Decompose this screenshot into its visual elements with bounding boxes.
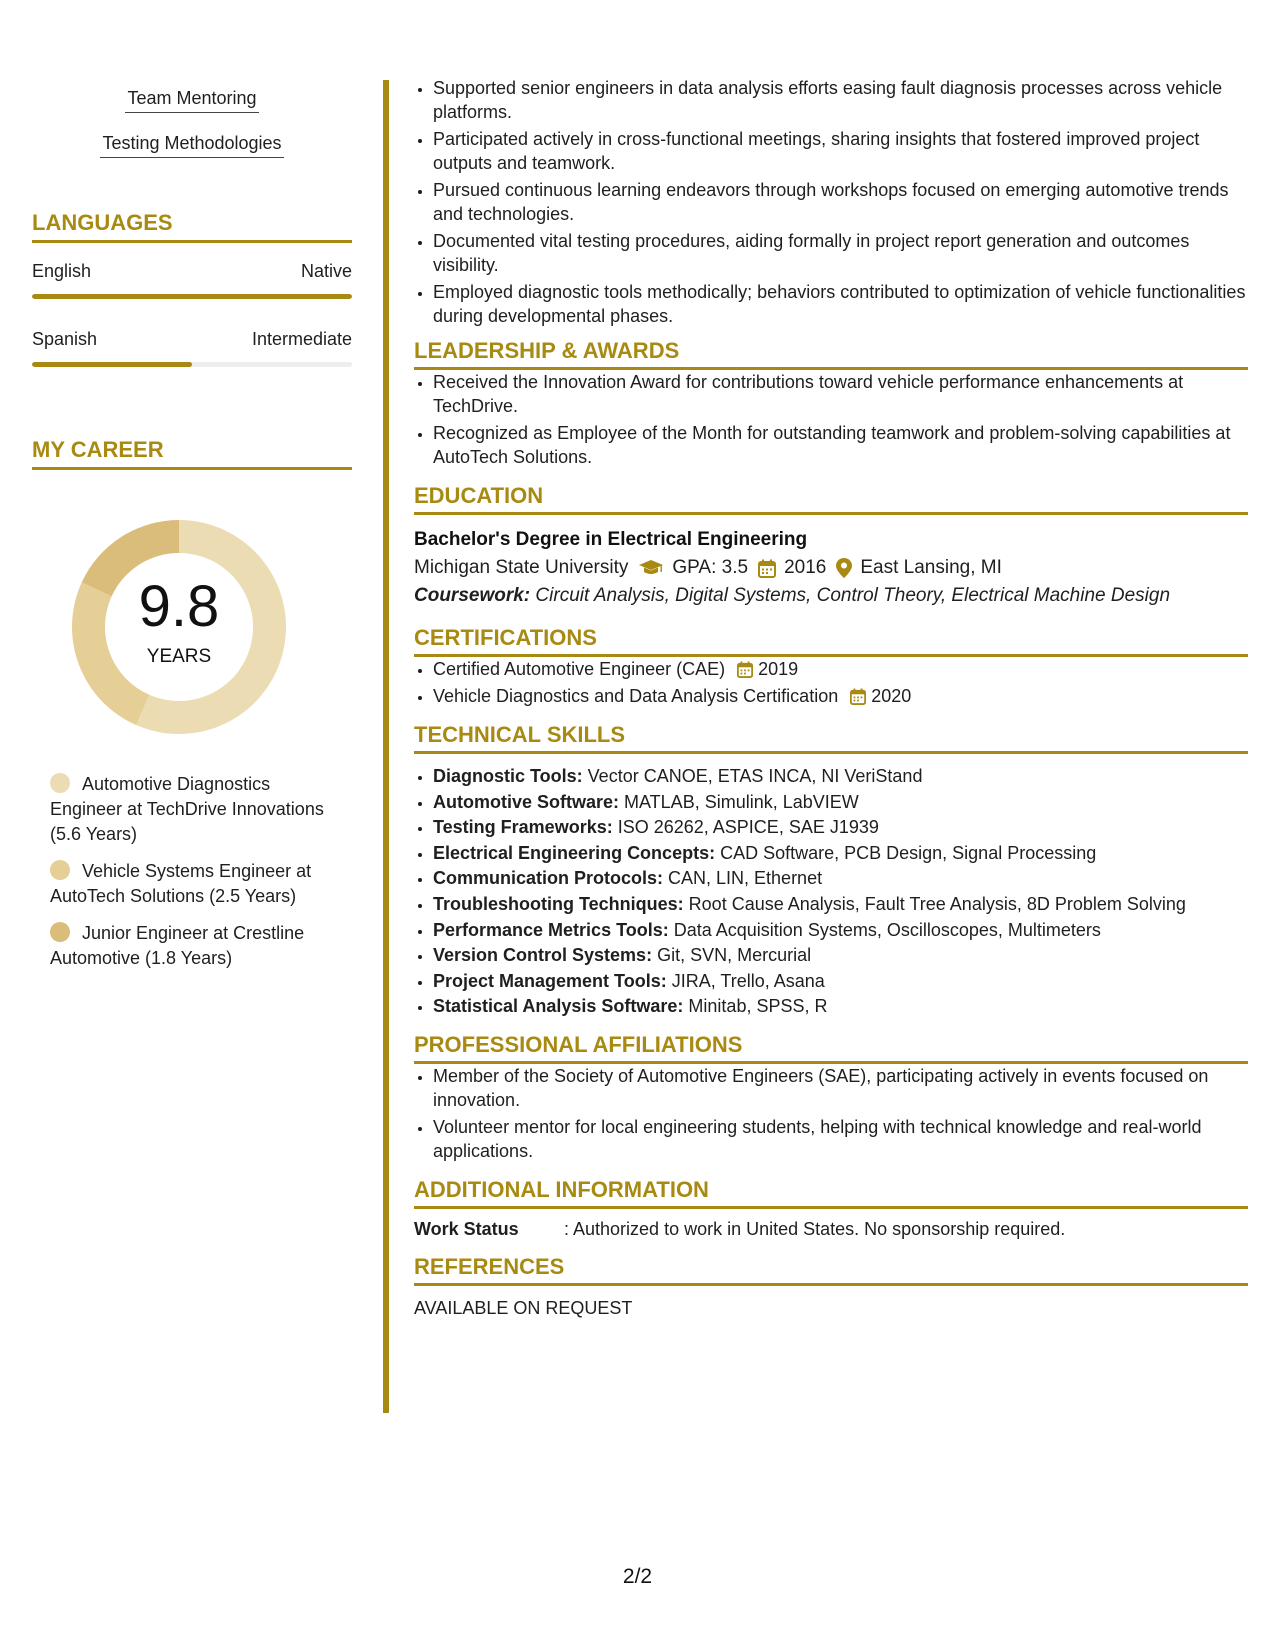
affiliations-bullets	[414, 1064, 1248, 1163]
technical-skill-label: Version Control Systems:	[433, 945, 653, 966]
education-coursework	[414, 585, 1248, 607]
certification-year: 2019	[758, 659, 799, 679]
technical-skill-label: Troubleshooting Techniques:	[433, 893, 684, 914]
language-item	[32, 329, 352, 367]
list-item: • Volunteer mentor for local engineering students, helping with technical knowledge and real-world applications.	[433, 1115, 1248, 1163]
language-bar-fill	[32, 362, 192, 367]
technical-skill-label: Automotive Software:	[433, 791, 620, 812]
legend-dot-icon	[50, 922, 70, 942]
skill-tag: Team Mentoring	[125, 88, 258, 113]
list-item: • Recognized as Employee of the Month for outstanding teamwork and problem-solving capabilities at AutoTech Solutions.	[433, 421, 1248, 469]
education-details	[414, 557, 1248, 579]
career-legend-label: Junior Engineer at Crestline Automotive (1.8 Years)	[50, 923, 305, 968]
legend-dot-icon	[50, 773, 70, 793]
list-item: • Received the Innovation Award for contributions toward vehicle performance enhancements at TechDrive.	[433, 370, 1248, 418]
coursework-text: Circuit Analysis, Digital Systems, Control Theory, Electrical Machine Design	[535, 585, 1171, 606]
technical-skill-value: Vector CANOE, ETAS INCA, NI VeriStand	[582, 766, 923, 786]
list-item: • Pursued continuous learning endeavors through workshops focused on emerging automotive trends and technologies.	[433, 178, 1248, 226]
certification-name: • Certified Automotive Engineer (CAE)	[433, 659, 726, 679]
donut-center	[64, 512, 294, 742]
certification-year: 2020	[871, 686, 912, 706]
education-year: 2016	[784, 557, 827, 578]
legend-dot-icon	[50, 860, 70, 880]
technical-skill-item	[433, 918, 1248, 942]
technical-skill-item	[433, 866, 1248, 890]
references-title: REFERENCES	[414, 1254, 1248, 1286]
list-item: • Participated actively in cross-functional meetings, sharing insights that fostered improved project outputs and teamwork.	[433, 127, 1248, 175]
list-item: • Supported senior engineers in data analysis efforts easing fault diagnosis processes across vehicle platforms.	[433, 76, 1248, 124]
technical-skill-item	[433, 943, 1248, 967]
list-item: • Documented vital testing procedures, aiding formally in project report generation and outcomes visibility.	[433, 229, 1248, 277]
calendar-icon	[758, 559, 776, 578]
work-status-row	[414, 1219, 1248, 1240]
technical-skill-value: JIRA, Trello, Asana	[666, 970, 825, 991]
column-divider	[383, 80, 389, 1413]
technical-skill-item	[433, 815, 1248, 839]
certification-name: • Vehicle Diagnostics and Data Analysis Certification	[433, 686, 839, 706]
career-legend-item	[50, 921, 340, 971]
language-bar-fill	[32, 294, 352, 299]
education-gpa: GPA: 3.5	[672, 557, 749, 578]
technical-skill-label: Electrical Engineering Concepts:	[433, 842, 716, 863]
technical-skill-label: Project Management Tools:	[433, 970, 667, 991]
language-name: Spanish	[32, 329, 98, 349]
skill-tag: Testing Methodologies	[100, 133, 283, 158]
technical-skill-value: MATLAB, Simulink, LabVIEW	[619, 791, 859, 812]
coursework-label: Coursework:	[414, 585, 531, 606]
left-column	[32, 82, 352, 983]
page-number: 2/2	[622, 1565, 653, 1588]
languages-title: LANGUAGES	[32, 210, 352, 243]
experience-bullets	[414, 76, 1248, 328]
certification-list	[414, 657, 1248, 708]
career-legend-label: Automotive Diagnostics Engineer at TechDrive Innovations (5.6 Years)	[50, 774, 324, 844]
skill-tags	[32, 82, 352, 172]
technical-skill-value: Minitab, SPSS, R	[683, 996, 828, 1017]
technical-skill-label: Diagnostic Tools:	[433, 766, 583, 786]
technical-skill-item	[433, 892, 1248, 916]
calendar-icon	[850, 688, 866, 705]
certification-item	[433, 657, 1248, 681]
certifications-title: CERTIFICATIONS	[414, 625, 1248, 657]
technical-skill-item	[433, 841, 1248, 865]
work-status-label: Work Status	[414, 1219, 519, 1240]
career-total-value: 9.8	[138, 574, 220, 639]
career-total-unit: YEARS	[146, 646, 212, 667]
language-item	[32, 261, 352, 299]
technical-skill-item	[433, 790, 1248, 814]
leadership-bullets	[414, 370, 1248, 469]
career-legend-item	[50, 859, 340, 909]
education-title: EDUCATION	[414, 483, 1248, 515]
career-legend-item	[50, 772, 340, 847]
technical-skill-item	[433, 764, 1248, 788]
calendar-icon	[737, 661, 753, 678]
education-location: East Lansing, MI	[860, 557, 1002, 578]
education-school: Michigan State University	[414, 557, 629, 578]
technical-skills-title: TECHNICAL SKILLS	[414, 722, 1248, 754]
list-item: • Employed diagnostic tools methodically; behaviors contributed to optimization of vehicle functionalities during developmental phases.	[433, 280, 1248, 328]
language-bar	[32, 362, 352, 367]
affiliations-title: PROFESSIONAL AFFILIATIONS	[414, 1032, 1248, 1064]
technical-skill-value: Data Acquisition Systems, Oscilloscopes, Multimeters	[668, 919, 1101, 940]
right-column	[414, 80, 1248, 1319]
career-legend-label: Vehicle Systems Engineer at AutoTech Solutions (2.5 Years)	[50, 861, 312, 906]
technical-skill-label: Performance Metrics Tools:	[433, 919, 669, 940]
career-donut-chart	[64, 512, 294, 742]
career-legend	[50, 772, 340, 971]
leadership-title: LEADERSHIP & AWARDS	[414, 338, 1248, 370]
language-name: English	[32, 261, 92, 281]
list-item: • Member of the Society of Automotive Engineers (SAE), participating actively in events focused on innovation.	[433, 1064, 1248, 1112]
work-status-value: : Authorized to work in United States. No sponsorship required.	[564, 1219, 1066, 1240]
technical-skill-item	[433, 994, 1248, 1018]
technical-skill-value: CAN, LIN, Ethernet	[663, 868, 823, 889]
technical-skill-value: CAD Software, PCB Design, Signal Processing	[715, 842, 1097, 863]
technical-skill-item	[433, 969, 1248, 993]
certification-item	[433, 684, 1248, 708]
technical-skills-list	[414, 764, 1248, 1018]
language-bar	[32, 294, 352, 299]
technical-skill-label: Testing Frameworks:	[433, 817, 613, 838]
education-degree: Bachelor's Degree in Electrical Engineering	[414, 529, 808, 550]
technical-skill-value: Root Cause Analysis, Fault Tree Analysis, 8D Problem Solving	[683, 893, 1186, 914]
technical-skill-label: Communication Protocols:	[433, 868, 664, 889]
language-level: Intermediate	[251, 329, 352, 349]
language-level: Native	[300, 261, 352, 281]
graduation-cap-icon	[638, 559, 664, 577]
additional-info-title: ADDITIONAL INFORMATION	[414, 1177, 1248, 1209]
technical-skill-label: Statistical Analysis Software:	[433, 996, 684, 1017]
references-text: AVAILABLE ON REQUEST	[414, 1298, 633, 1319]
location-pin-icon	[836, 558, 852, 578]
career-title: MY CAREER	[32, 437, 352, 470]
technical-skill-value: ISO 26262, ASPICE, SAE J1939	[612, 817, 879, 838]
technical-skill-value: Git, SVN, Mercurial	[652, 945, 812, 966]
